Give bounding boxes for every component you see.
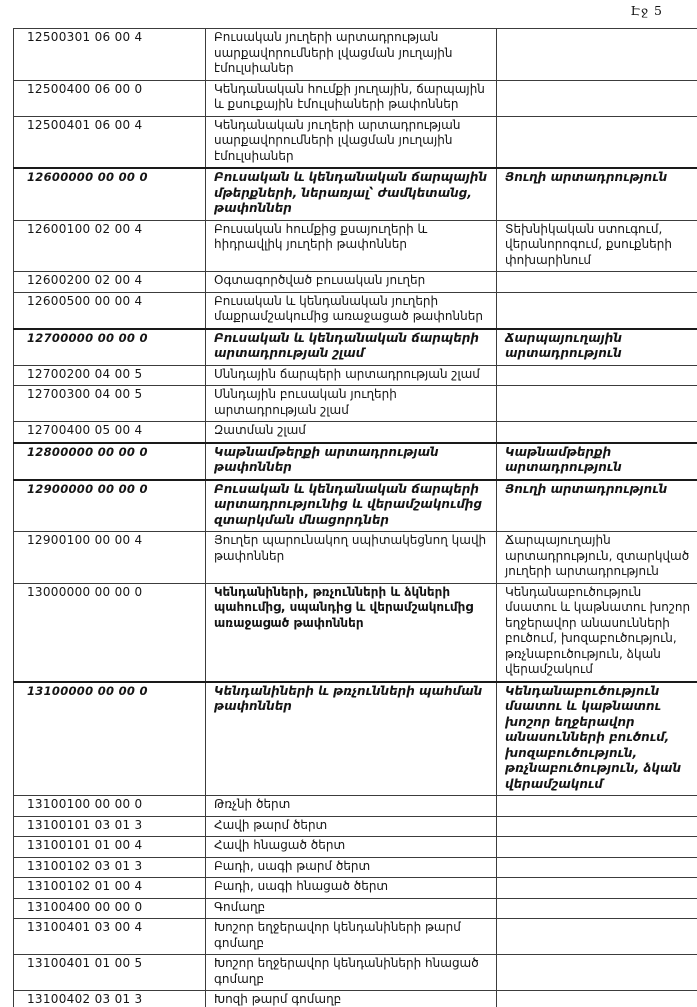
waste-industry — [497, 116, 697, 168]
waste-code: 13100401 01 00 5 — [14, 955, 206, 991]
waste-description: Կաթնամթերքի արտադրության թափոններ — [206, 443, 497, 480]
waste-description: Թռչնի ծերտ — [206, 796, 497, 817]
table-row — [14, 955, 697, 991]
waste-description: Բուսական և կենդանական ճարպային մթերքների, ներառյալ՝ ժամկետանց, թափոններ — [206, 168, 497, 220]
table-row — [14, 837, 697, 858]
waste-description: Զատման շլամ — [206, 422, 497, 443]
waste-code: 12600100 02 00 4 — [14, 220, 206, 272]
table-body — [14, 29, 697, 1007]
waste-description: Կենդանիների և թռչունների պահման թափոններ — [206, 682, 497, 796]
waste-code: 12500400 06 00 0 — [14, 80, 206, 116]
waste-industry: Կենդանաբուծություն մսատու և կաթնատու խոշոր եղջերավոր անասունների բուծում, խոզաբուծություն, թռչնաբուծություն, ձկան վերամշակում — [497, 583, 697, 682]
waste-description: Օգտագործված բուսական յուղեր — [206, 272, 497, 293]
table-row — [14, 292, 697, 329]
waste-industry — [497, 955, 697, 991]
table-row — [14, 480, 697, 532]
table-row — [14, 583, 697, 682]
waste-code: 13100102 01 00 4 — [14, 878, 206, 899]
waste-description: Խոզի թարմ գոմաղբ — [206, 991, 497, 1007]
waste-industry — [497, 422, 697, 443]
waste-description: Սննդային բուսական յուղերի արտադրության շլամ — [206, 386, 497, 422]
table-row — [14, 329, 697, 366]
table-row — [14, 682, 697, 796]
table-row — [14, 857, 697, 878]
waste-industry: Կաթնամթերքի արտադրություն — [497, 443, 697, 480]
table-row — [14, 816, 697, 837]
waste-description: Գոմաղբ — [206, 898, 497, 919]
waste-description: Յուղեր պարունակող սպիտակեցնող կավի թափոններ — [206, 532, 497, 584]
waste-code: 13100401 03 00 4 — [14, 919, 206, 955]
table-row — [14, 796, 697, 817]
table-row — [14, 116, 697, 168]
waste-classification-table — [13, 28, 697, 1007]
table-row — [14, 919, 697, 955]
waste-code: 12700200 04 00 5 — [14, 365, 206, 386]
waste-industry: Տեխնիկական ստուգում, վերանորոգում, քսուքների փոխարինում — [497, 220, 697, 272]
waste-industry — [497, 80, 697, 116]
waste-industry: Կենդանաբուծություն մսատու և կաթնատու խոշոր եղջերավոր անասունների բուծում, խոզաբուծություն, թռչնաբուծություն, ձկան վերամշակում — [497, 682, 697, 796]
waste-code: 12600000 00 00 0 — [14, 168, 206, 220]
waste-description: Բադի, սագի թարմ ծերտ — [206, 857, 497, 878]
waste-code: 12700300 04 00 5 — [14, 386, 206, 422]
waste-industry — [497, 796, 697, 817]
waste-code: 12900000 00 00 0 — [14, 480, 206, 532]
waste-description: Կենդանական հումքի յուղային, ճարպային և քսուքային էմուլսիաների թափոններ — [206, 80, 497, 116]
waste-industry — [497, 386, 697, 422]
waste-industry — [497, 272, 697, 293]
waste-code: 13100101 01 00 4 — [14, 837, 206, 858]
waste-description: Բուսական յուղերի արտադրության սարքավորումների լվացման յուղային էմուլսիաներ — [206, 29, 497, 81]
waste-code: 12600200 02 00 4 — [14, 272, 206, 293]
page-number: Էջ 5 — [630, 3, 663, 18]
table-row — [14, 168, 697, 220]
waste-description: Հավի թարմ ծերտ — [206, 816, 497, 837]
waste-description: Կենդանիների, թռչունների և ձկների պահումից, սպանդից և վերամշակումից առաջացած թափոններ — [206, 583, 497, 682]
waste-code: 12600500 00 00 4 — [14, 292, 206, 329]
waste-description: Բուսական և կենդանական ճարպերի արտադրության շլամ — [206, 329, 497, 366]
table-row — [14, 386, 697, 422]
table-row — [14, 443, 697, 480]
waste-industry: Ճարպայուղային արտադրություն — [497, 329, 697, 366]
table-row — [14, 80, 697, 116]
waste-description: Բուսական և կենդանական յուղերի մաքրամշակումից առաջացած թափոններ — [206, 292, 497, 329]
waste-industry — [497, 898, 697, 919]
table-row — [14, 991, 697, 1007]
table-row — [14, 365, 697, 386]
table-row — [14, 878, 697, 899]
waste-industry: Յուղի արտադրություն — [497, 168, 697, 220]
waste-description: Հավի հնացած ծերտ — [206, 837, 497, 858]
waste-code: 12700400 05 00 4 — [14, 422, 206, 443]
waste-description: Սննդային ճարպերի արտադրության շլամ — [206, 365, 497, 386]
waste-industry — [497, 365, 697, 386]
waste-description: Բուսական և կենդանական ճարպերի արտադրությունից և վերամշակումից զտարկման մնացորդներ — [206, 480, 497, 532]
waste-description: Կենդանական յուղերի արտադրության սարքավորումների լվացման յուղային էմուլսիաներ — [206, 116, 497, 168]
waste-industry — [497, 816, 697, 837]
waste-description: Բադի, սագի հնացած ծերտ — [206, 878, 497, 899]
waste-industry: Յուղի արտադրություն — [497, 480, 697, 532]
waste-industry — [497, 919, 697, 955]
table-row — [14, 532, 697, 584]
waste-industry — [497, 857, 697, 878]
table-row — [14, 29, 697, 81]
waste-industry: Ճարպայուղային արտադրություն, զտարկված յուղերի արտադրություն — [497, 532, 697, 584]
waste-description: Խոշոր եղջերավոր կենդանիների թարմ գոմաղբ — [206, 919, 497, 955]
waste-code: 13100400 00 00 0 — [14, 898, 206, 919]
waste-industry — [497, 991, 697, 1007]
waste-industry — [497, 878, 697, 899]
waste-code: 13100102 03 01 3 — [14, 857, 206, 878]
table-row — [14, 898, 697, 919]
waste-code: 12900100 00 00 4 — [14, 532, 206, 584]
waste-code: 12700000 00 00 0 — [14, 329, 206, 366]
waste-code: 13100100 00 00 0 — [14, 796, 206, 817]
waste-description: Բուսական հումքից քսայուղերի և հիդրավլիկ յուղերի թափոններ — [206, 220, 497, 272]
waste-code: 13100402 03 01 3 — [14, 991, 206, 1007]
waste-industry — [497, 837, 697, 858]
waste-code: 13100000 00 00 0 — [14, 682, 206, 796]
waste-industry — [497, 292, 697, 329]
table-row — [14, 220, 697, 272]
waste-code: 12500401 06 00 4 — [14, 116, 206, 168]
table-row — [14, 422, 697, 443]
waste-code: 13100101 03 01 3 — [14, 816, 206, 837]
waste-industry — [497, 29, 697, 81]
waste-code: 12800000 00 00 0 — [14, 443, 206, 480]
table-row — [14, 272, 697, 293]
waste-code: 12500301 06 00 4 — [14, 29, 206, 81]
waste-description: Խոշոր եղջերավոր կենդանիների հնացած գոմաղբ — [206, 955, 497, 991]
waste-code: 13000000 00 00 0 — [14, 583, 206, 682]
